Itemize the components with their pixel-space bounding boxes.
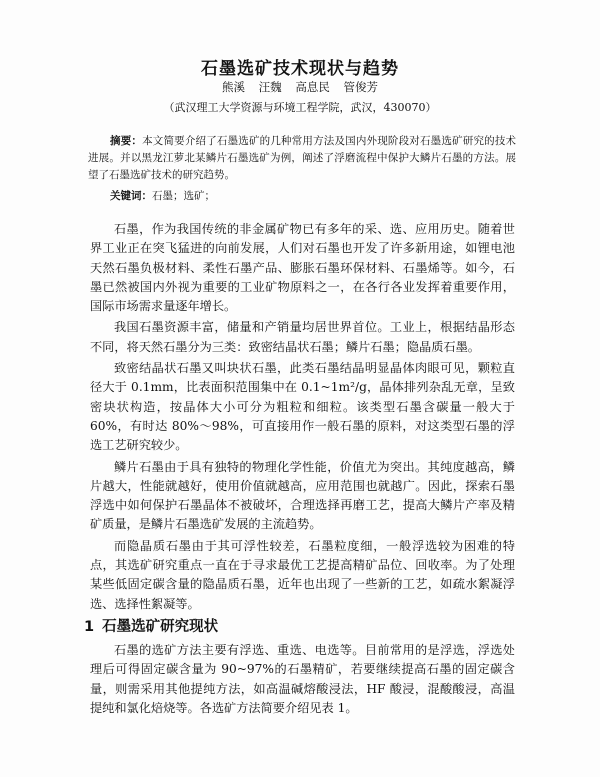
paper-authors: 熊溪 汪魏 高息民 管俊芳: [222, 80, 378, 94]
paragraph-5: 而隐晶质石墨由于其可浮性较差，石墨粒度细，一般浮选较为困难的特点，其选矿研究重点一直在于寻求最优工艺提高精矿品位、回收率。为了处理某些低固定碳含量的隐晶质石墨，近年也出现了一些新的工艺，如疏水絮凝浮选、选择性絮凝等。: [90, 538, 515, 611]
body-text: [84, 220, 515, 720]
paragraph-3: 致密结晶状石墨又叫块状石墨，此类石墨结晶明显晶体肉眼可见，颗粒直径大于 0.1mm，比表面积范围集中在 0.1~1m²/g，晶体排列杂乱无章，呈致密块状构造，按晶体大小可分为粗粒和细粒。该类型石墨含碳量一般大于 60%，有时达 80%～98%，可直接用作一般石墨的原料，对这类型石墨的浮选工艺研究较少。: [90, 361, 515, 453]
paragraph-1: 石墨，作为我国传统的非金属矿物已有多年的采、选、应用历史。随着世界工业正在突飞猛进的向前发展，人们对石墨也开发了许多新用途，如锂电池天然石墨负极材料、柔性石墨产品、膨胀石墨环保材料、石墨烯等。如今，石墨已然被国内外视为重要的工业矿物原料之一，在各行各业发挥着重要作用，国际市场需求量逐年增长。: [90, 222, 515, 314]
section-title: 石墨选矿研究现状: [102, 618, 219, 635]
paragraph-2: 我国石墨资源丰富，储量和产销量均居世界首位。工业上，根据结晶形态不同，将天然石墨分为三类：致密结晶状石墨；鳞片石墨；隐晶质石墨。: [90, 320, 515, 354]
paragraph-4: 鳞片石墨由于具有独特的物理化学性能，价值尤为突出。其纯度越高，鳞片越大，性能就越好，使用价值就越高，应用范围也就越广。因此，探索石墨浮选中如何保护石墨晶体不被破坏，合理选择再磨工艺，提高大鳞片产率及精矿质量，是鳞片石墨选矿发展的主流趋势。: [90, 459, 515, 532]
paper-title: 石墨选矿技术现状与趋势: [201, 59, 399, 79]
abstract: [88, 133, 516, 184]
keywords-text: 石墨；选矿；: [152, 190, 215, 202]
section-paragraph: 石墨的选矿方法主要有浮选、重选、电选等。目前常用的是浮选，浮选处理后可得固定碳含量为 90~97%的石墨精矿，若要继续提高石墨的固定碳含量，则需采用其他提纯方法，如高温碱熔酸浸法，HF 酸浸，混酸酸浸，高温提纯和氯化焙烧等。各选矿方法简要介绍见表 1。: [90, 642, 515, 715]
section-number: 1: [84, 618, 95, 635]
abstract-label: 摘要：: [110, 135, 143, 147]
keywords-label: 关键词：: [110, 190, 152, 202]
paper-affiliation: （武汉理工大学资源与环境工程学院，武汉，430070）: [163, 101, 437, 114]
section-heading: [84, 617, 515, 637]
keywords: [110, 188, 516, 203]
abstract-text: 本文简要介绍了石墨选矿的几种常用方法及国内外现阶段对石墨选矿研究的技术进展。并以黑龙江萝北某鳞片石墨选矿为例，阐述了浮磨流程中保护大鳞片石墨的方法。展望了石墨选矿技术的研究趋势。: [88, 135, 517, 181]
